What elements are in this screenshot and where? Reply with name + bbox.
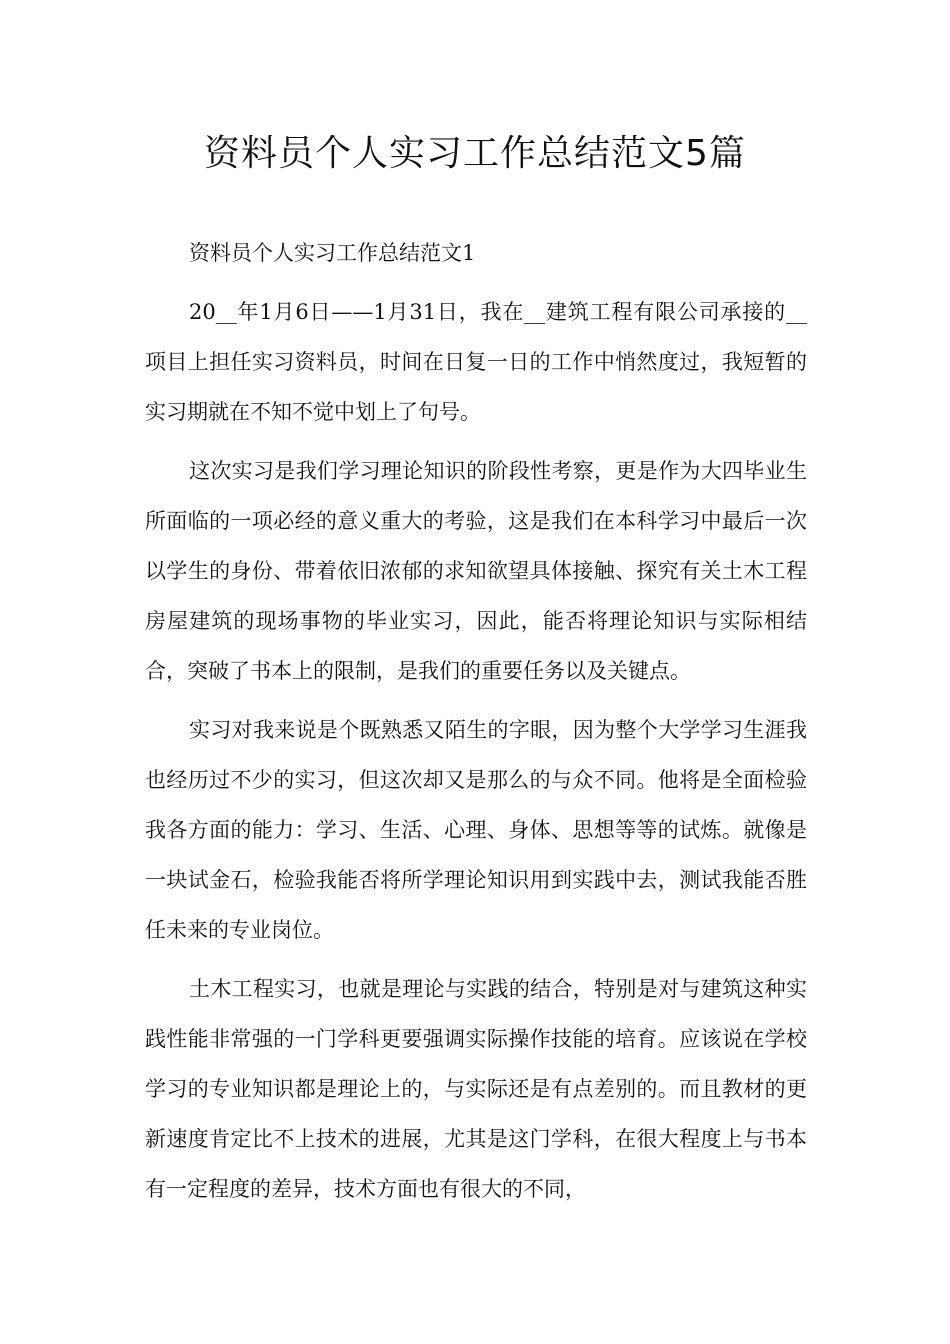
paragraph-3: 实习对我来说是个既熟悉又陌生的字眼，因为整个大学学习生涯我也经历过不少的实习，但这次却又是那么的与众不同。他将是全面检验我各方面的能力：学习、生活、心理、身体、思想等等的试炼。就像是一块试金石，检验我能否将所学理论知识用到实践中去，测试我能否胜任未来的专业岗位。 <box>145 718 807 942</box>
paragraph-2: 这次实习是我们学习理论知识的阶段性考察，更是作为大四毕业生所面临的一项必经的意义重大的考验，这是我们在本科学习中最后一次以学生的身份、带着依旧浓郁的求知欲望具体接触、探究有关土木工程房屋建筑的现场事物的毕业实习，因此，能否将理论知识与实际相结合，突破了书本上的限制，是我们的重要任务以及关键点。 <box>145 459 807 683</box>
paragraph-1: 20__年1月6日——1月31日，我在__建筑工程有限公司承接的__项目上担任实习资料员，时间在日复一日的工作中悄然度过，我短暂的实习期就在不知不觉中划上了句号。 <box>145 300 807 424</box>
document-title: 资料员个人实习工作总结范文5篇 <box>204 133 746 174</box>
section-heading: 资料员个人实习工作总结范文1 <box>189 241 476 265</box>
paragraph-4: 土木工程实习，也就是理论与实践的结合，特别是对与建筑这种实践性能非常强的一门学科更要强调实际操作技能的培育。应该说在学校学习的专业知识都是理论上的，与实际还是有点差别的。而且教材的更新速度肯定比不上技术的进展，尤其是这门学科，在很大程度上与书本有一定程度的差异，技术方面也有很大的不同， <box>145 977 807 1201</box>
document-body <box>145 228 807 1223</box>
